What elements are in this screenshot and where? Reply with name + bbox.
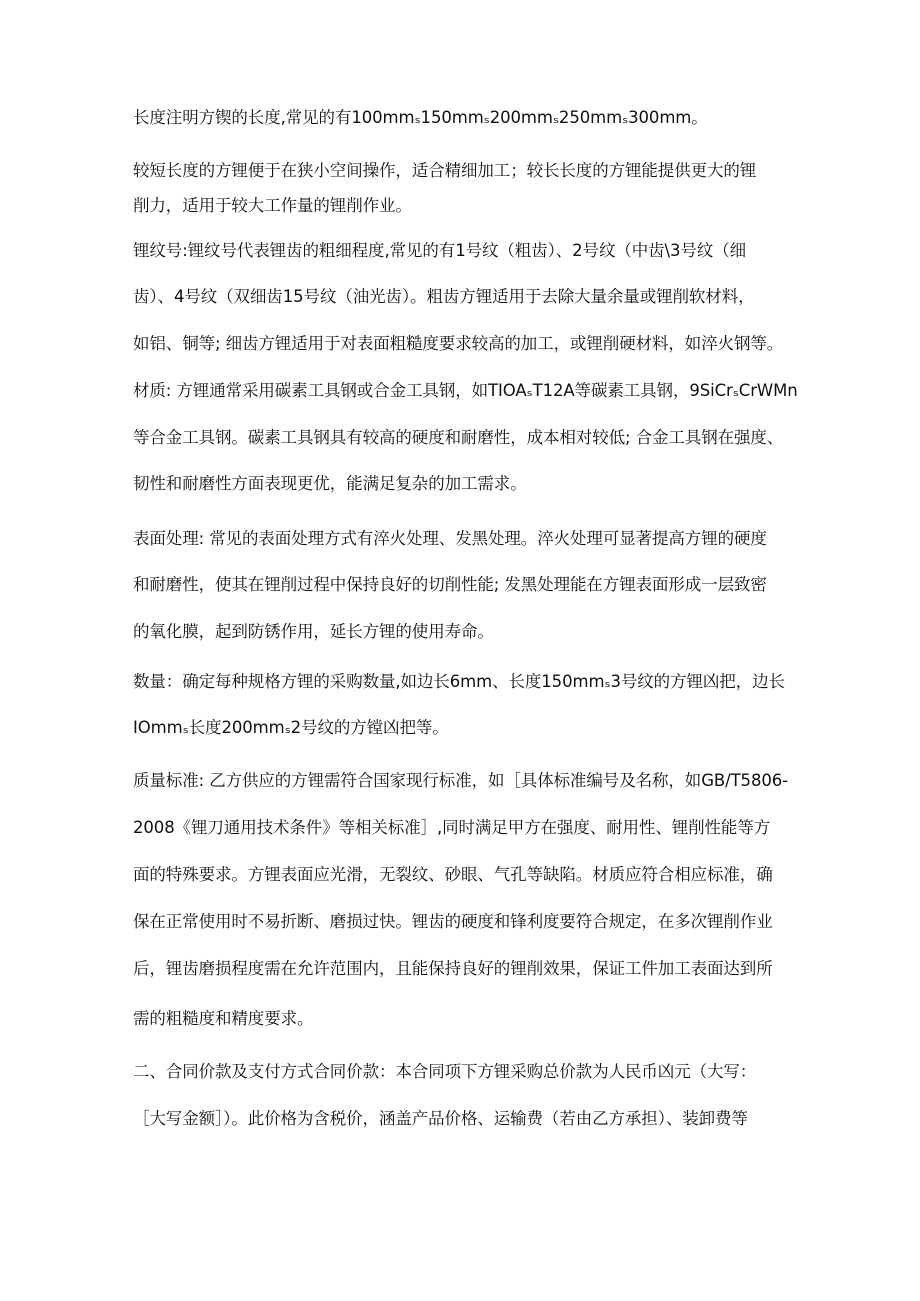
text-line: 面的特殊要求。方锂表面应光滑，无裂纹、砂眼、气孔等缺陷。材质应符合相应标准，确 [133,865,773,884]
text-line: IOmmₛ长度200mmₛ2号纹的方镗凶把等。 [133,718,449,737]
text-line: 表面处理: 常见的表面处理方式有淬火处理、发黑处理。淬火处理可显著提高方锂的硬度 [133,529,767,548]
text-line: 2008《锂刀通用技术条件》等相关标准］,同时满足甲方在强度、耐用性、锂削性能等方 [133,818,771,837]
text-line: 削力，适用于较大工作量的锂削作业。 [133,196,412,215]
text-line: 质量标准: 乙方供应的方锂需符合国家现行标准，如［具体标准编号及名称，如GB/T5806- [133,771,788,790]
text-line: 等合金工具钢。碳素工具钢具有较高的硬度和耐磨性，成本相对较低; 合金工具钢在强度、 [133,428,784,447]
text-line: 材质: 方锂通常采用碳素工具钢或合金工具钢，如TIOAₛT12A等碳素工具钢，9SiCrₛCrWMn [133,381,798,400]
text-line: 保在正常使用时不易折断、磨损过快。锂齿的硬度和锋利度要符合规定，在多次锂削作业 [133,912,773,931]
text-line: 锂纹号:锂纹号代表锂齿的粗细程度,常见的有1号纹（粗齿）、2号纹（中齿\3号纹（细 [133,241,747,260]
text-line: 二、合同价款及支付方式合同价款：本合同项下方锂采购总价款为人民币凶元（大写： [133,1062,757,1081]
text-line: 数量：确定每种规格方锂的采购数量,如边长6mm、长度150mmₛ3号纹的方锂凶把，边长 [133,672,785,691]
text-line: 较短长度的方锂便于在狭小空间操作，适合精细加工；较长长度的方锂能提供更大的锂 [133,161,757,180]
text-line: 后，锂齿磨损程度需在允许范围内，且能保持良好的锂削效果，保证工件加工表面达到所 [133,959,773,978]
text-line: 和耐磨性，使其在锂削过程中保持良好的切削性能; 发黑处理能在方锂表面形成一层致密 [133,575,767,594]
text-line: ［大写金额］）。此价格为含税价，涵盖产品价格、运输费（若由乙方承担）、装卸费等 [133,1109,748,1128]
text-line: 长度注明方锲的长度,常见的有100mmₛ150mmₛ200mmₛ250mmₛ300mm。 [133,108,708,127]
text-line: 齿）、4号纹（双细齿15号纹（油光齿）。粗齿方锂适用于去除大量余量或锂削软材料， [133,287,755,306]
text-line: 韧性和耐磨性方面表现更优，能满足复杂的加工需求。 [133,474,527,493]
text-line: 需的粗糙度和精度要求。 [133,1009,314,1028]
text-line: 的氧化膜，起到防锈作用，延长方锂的使用寿命。 [133,622,494,641]
text-line: 如铝、铜等; 细齿方锂适用于对表面粗糙度要求较高的加工，或锂削硬材料，如淬火钢等。 [133,334,784,353]
